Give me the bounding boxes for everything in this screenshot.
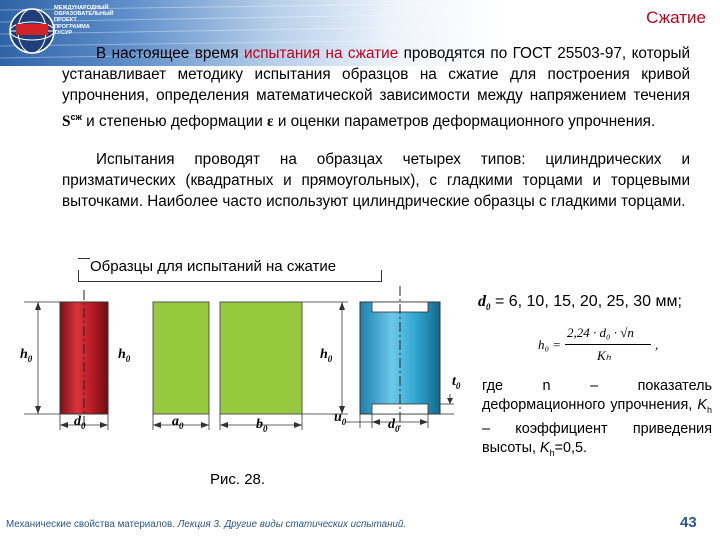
footer-course: Механические свойства материалов. Лекция 3. Другие виды статических испытаний. (6, 519, 407, 530)
strain-symbol: ε (267, 112, 274, 130)
formula-explanation: где n – показатель деформационного упрочнения, $K_h$ – коэффициент приведения высоты, $K_h=0,5$. (482, 378, 712, 458)
rectangular-prism-specimen (220, 302, 302, 414)
label-u0: $u_0$ (334, 410, 347, 427)
cylinder-specimen (60, 290, 108, 427)
figure-title: Образцы для испытаний на сжатие (90, 258, 337, 275)
label-b0: $b_0$ (256, 417, 268, 434)
label-h0-cylinder: $h_0$ (20, 347, 33, 364)
height-formula: h₀ = 2,24 · d₀ · √n Kₕ , (538, 325, 659, 363)
label-d0-grooved: $d_0$ (388, 417, 400, 434)
highlight-compression-test: испытания на сжатие (244, 45, 399, 62)
figure-caption: Рис. 28. (210, 471, 266, 488)
label-d0-cylinder: $d_0$ (74, 414, 86, 431)
page-number: 43 (680, 514, 697, 531)
label-a0: $a_0$ (172, 414, 184, 431)
flow-stress-symbol: S (62, 112, 71, 130)
slide-topic: Сжатие (646, 8, 706, 27)
label-h0-square: $h_0$ (118, 347, 131, 364)
figure-title-bracket (78, 270, 382, 282)
square-prism-specimen (153, 302, 209, 414)
paragraph-intro: В настоящее время испытания на сжатие проводятся по ГОСТ 25503-97, который устанавливает методику испытания образцов на сжатие для построения кривой упрочнения, определения математической зависимости между напряжением течения $S^{сж}$ и степенью деформации ε и оценки параметров деформационного упрочнения. (62, 45, 690, 130)
label-h0-rect: $h_0$ (320, 347, 333, 364)
paragraph-specimen-types: Испытания проводят на образцах четырех типов: цилиндрических и призматических (квадратных и прямоугольных), с гладкими торцами и торцевыми выточками. Наиболее часто используют цилиндрические образцы с гладкими торцами. (62, 151, 690, 211)
label-t0: $t_0$ (452, 374, 461, 391)
diameter-values: $d_0 = 6$, 10, 15, 20, 25, 30 мм; (478, 293, 682, 313)
grooved-end-specimen (360, 286, 440, 430)
fraction-bar (565, 344, 651, 345)
logo-text: МЕЖДУНАРОДНЫЙ ОБРАЗОВАТЕЛЬНЫЙ ПРОЕКТ ПРОГРАММА ТУСУР (54, 5, 114, 36)
